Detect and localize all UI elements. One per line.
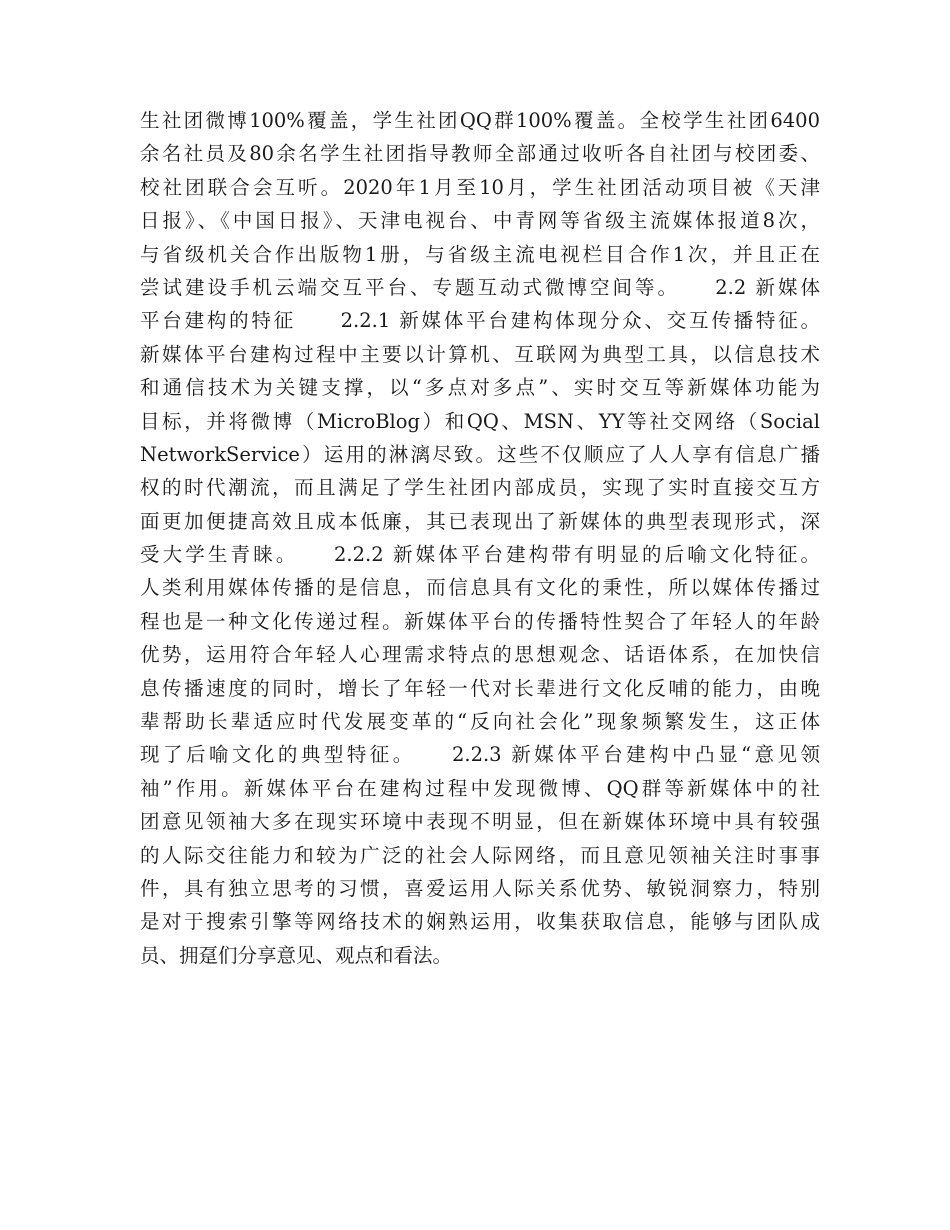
text-line: 现了后喻文化的典型特征。 2.2.3 新媒体平台建构中凸显“意见领 — [140, 743, 820, 767]
text-line: 日报》、《中国日报》、天津电视台、中青网等省级主流媒体报道8次， — [140, 209, 820, 233]
text-line: 和通信技术为关键支撑，以“多点对多点”、实时交互等新媒体功能为 — [140, 376, 820, 400]
text-line: 件，具有独立思考的习惯，喜爱运用人际关系优势、敏锐洞察力，特别 — [140, 876, 820, 900]
text-line: 息传播速度的同时，增长了年轻一代对长辈进行文化反哺的能力，由晚 — [140, 676, 820, 700]
text-line: 的人际交往能力和较为广泛的社会人际网络，而且意见领袖关注时事事 — [140, 843, 820, 867]
text-line: 生社团微博100%覆盖，学生社团QQ群100%覆盖。全校学生社团6400 — [140, 109, 820, 132]
text-line: 权的时代潮流，而且满足了学生社团内部成员，实现了实时直接交互方 — [140, 476, 820, 500]
text-line: 是对于搜索引擎等网络技术的娴熟运用，收集获取信息，能够与团队成 — [140, 910, 820, 934]
text-line: 袖”作用。新媒体平台在建构过程中发现微博、QQ群等新媒体中的社 — [140, 776, 820, 800]
text-line: 辈帮助长辈适应时代发展变革的“反向社会化”现象频繁发生，这正体 — [140, 710, 820, 734]
text-line: 团意见领袖大多在现实环境中表现不明显，但在新媒体环境中具有较强 — [140, 810, 820, 834]
text-line: NetworkService）运用的淋漓尽致。这些不仅顺应了人人享有信息广播 — [140, 442, 820, 466]
text-line: 目标，并将微博（MicroBlog）和QQ、MSN、YY等社交网络（Social — [140, 409, 820, 433]
text-line: 面更加便捷高效且成本低廉，其已表现出了新媒体的典型表现形式，深 — [140, 509, 820, 533]
text-line: 员、拥趸们分享意见、观点和看法。 — [140, 943, 453, 967]
text-line: 与省级机关合作出版物1册，与省级主流电视栏目合作1次，并且正在 — [140, 242, 820, 266]
text-line: 余名社员及80余名学生社团指导教师全部通过收听各自社团与校团委、 — [140, 142, 820, 166]
text-line: 优势，运用符合年轻人心理需求特点的思想观念、话语体系，在加快信 — [140, 643, 820, 667]
text-line: 平台建构的特征 2.2.1 新媒体平台建构体现分众、交互传播特征。 — [140, 309, 820, 333]
body-text — [140, 104, 820, 972]
text-line: 新媒体平台建构过程中主要以计算机、互联网为典型工具，以信息技术 — [140, 342, 820, 366]
text-line: 人类利用媒体传播的是信息，而信息具有文化的秉性，所以媒体传播过 — [140, 576, 820, 600]
text-line: 受大学生青睐。 2.2.2 新媒体平台建构带有明显的后喻文化特征。 — [140, 543, 820, 567]
text-line: 校社团联合会互听。2020年1月至10月，学生社团活动项目被《天津 — [140, 175, 820, 199]
text-line: 尝试建设手机云端交互平台、专题互动式微博空间等。 2.2 新媒体 — [140, 275, 820, 299]
text-line: 程也是一种文化传递过程。新媒体平台的传播特性契合了年轻人的年龄 — [140, 609, 820, 633]
